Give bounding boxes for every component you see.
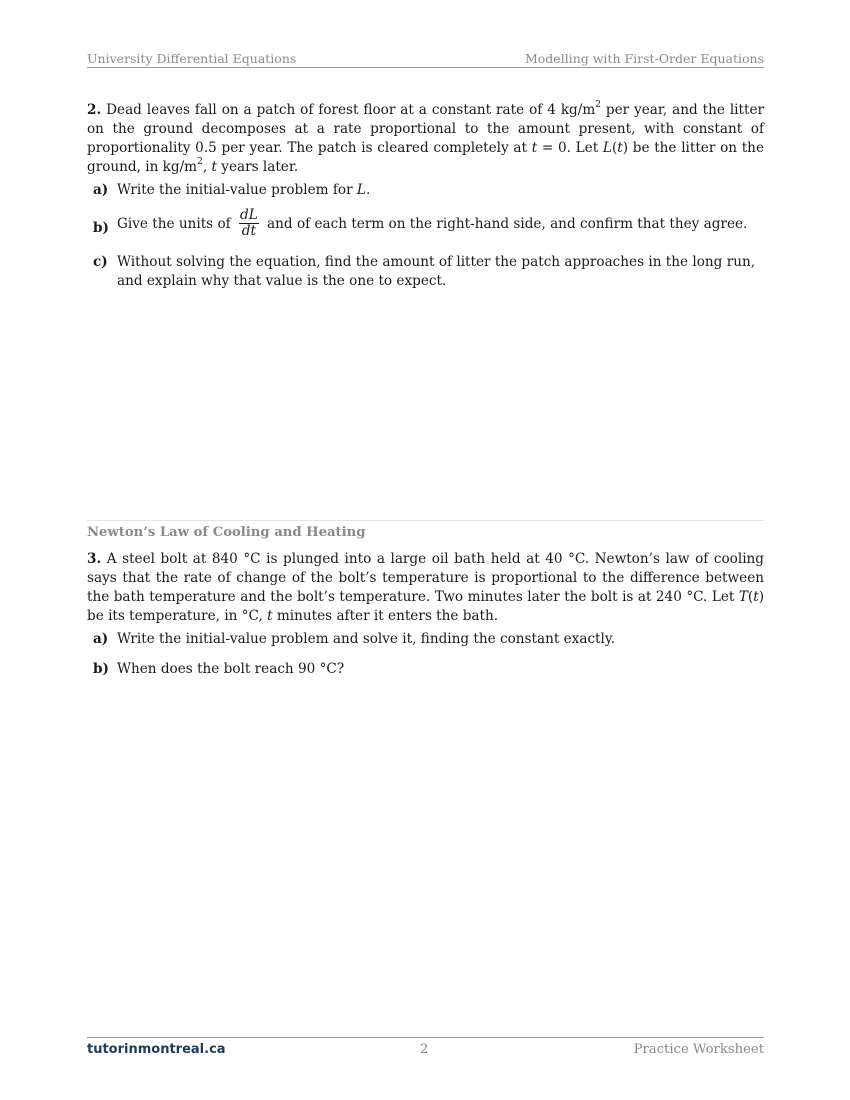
math-variable: t <box>211 159 217 175</box>
fraction-denominator: dt <box>241 223 256 239</box>
header-course-title: University Differential Equations <box>87 51 297 66</box>
problem-text: ) be the litter on the ground, in kg/m <box>87 140 764 175</box>
problem-number: 2. <box>87 102 102 118</box>
problem-3-statement <box>87 550 764 626</box>
problem-text: = 0. Let <box>537 140 603 156</box>
part-text: Without solving the equation, find the amount of litter the patch approaches in the long run, and explain why that value is the one to expect. <box>117 254 756 289</box>
part-label: a) <box>93 182 109 198</box>
part-label: b) <box>93 661 109 677</box>
footer-site-link[interactable]: tutorinmontreal.ca <box>87 1042 226 1057</box>
part-text <box>117 209 764 240</box>
problem-text: Dead leaves fall on a patch of forest floor at a constant rate of 4 kg/m <box>101 102 596 118</box>
math-variable: L <box>602 140 612 156</box>
problem-text: ) be its temperature, in °C, <box>87 589 764 624</box>
part-label: a) <box>93 631 109 647</box>
math-variable: t <box>617 140 623 156</box>
superscript: 2 <box>595 100 601 111</box>
header-chapter-title: Modelling with First-Order Equations <box>524 51 764 66</box>
math-variable: T <box>738 589 748 605</box>
problem-text: ( <box>611 140 618 156</box>
problem-number: 3. <box>87 551 102 567</box>
problem-text: years later. <box>216 159 299 175</box>
header-rule <box>87 67 764 68</box>
part-label: b) <box>93 220 109 236</box>
problem-text: per year, and the litter on the ground decomposes at a rate proportional to the amount present, with constant of proportionality 0.5 per year. The patch is cleared completely at <box>87 102 764 156</box>
fraction-numerator: dL <box>240 207 258 223</box>
part-text-run: Give the units of <box>117 216 235 232</box>
derivative-fraction <box>239 208 259 239</box>
math-variable: L <box>356 182 366 198</box>
problem-text: ( <box>747 589 754 605</box>
part-label: c) <box>93 254 108 270</box>
problem-text: A steel bolt at 840 °C is plunged into a large oil bath held at 40 °C. Newton’s law of cooling says that the rate of change of the bolt’s temperature is proportional to the difference between the bath temperature and the bolt’s temperature. Two minutes later the bolt is at 240 °C. Let <box>87 551 764 605</box>
footer-rule <box>87 1037 764 1038</box>
page-footer <box>87 1042 764 1062</box>
part-text: When does the bolt reach 90 °C? <box>117 661 345 677</box>
math-variable: t <box>753 589 759 605</box>
part-text-run: Write the initial-value problem for <box>117 182 357 198</box>
part-text: Write the initial-value problem and solve it, finding the constant exactly. <box>117 631 616 647</box>
math-variable: t <box>267 608 273 624</box>
problem-2-statement <box>87 101 764 177</box>
math-variable: t <box>531 140 538 156</box>
page-number: 2 <box>420 1042 429 1057</box>
superscript: 2 <box>197 157 203 168</box>
part-text <box>117 181 764 200</box>
part-text-run: and of each term on the right-hand side, and confirm that they agree. <box>262 216 748 232</box>
section-title: Newton’s Law of Cooling and Heating <box>87 525 366 540</box>
section-rule <box>87 520 764 521</box>
problem-text: , <box>202 159 212 175</box>
problem-text: minutes after it enters the bath. <box>272 608 499 624</box>
footer-worksheet-title: Practice Worksheet <box>633 1042 764 1057</box>
part-text-run: . <box>365 182 371 198</box>
